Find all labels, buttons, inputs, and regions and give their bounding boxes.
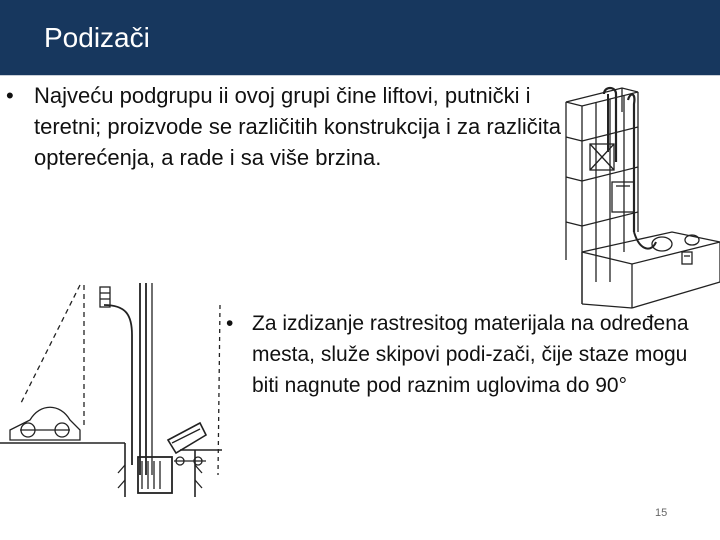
page-number: 15 — [655, 507, 668, 519]
slide-title: Podizači — [44, 22, 150, 53]
skip-hoist-drawing — [0, 275, 222, 497]
bullet-lifts-text: Najveću podgrupu ii ovoj grupi čine liftovi, putnički i teretni; proizvode se različitih konstrukcija i za različita opterećenja, a rade i sa više brzina. — [34, 83, 561, 170]
bullet-lifts — [6, 80, 566, 173]
bullet-mark: • — [6, 83, 14, 108]
lift-shaft-drawing — [552, 82, 720, 310]
title-bar — [0, 0, 720, 76]
bullet-skips-text: Za izdizanje rastresitog materijala na određena mesta, služe skipovi podi-zači, čije staze mogu biti nagnute pod raznim uglovima do 90° — [252, 312, 689, 397]
bullet-skips — [226, 308, 716, 401]
bullet-mark: • — [226, 312, 234, 335]
